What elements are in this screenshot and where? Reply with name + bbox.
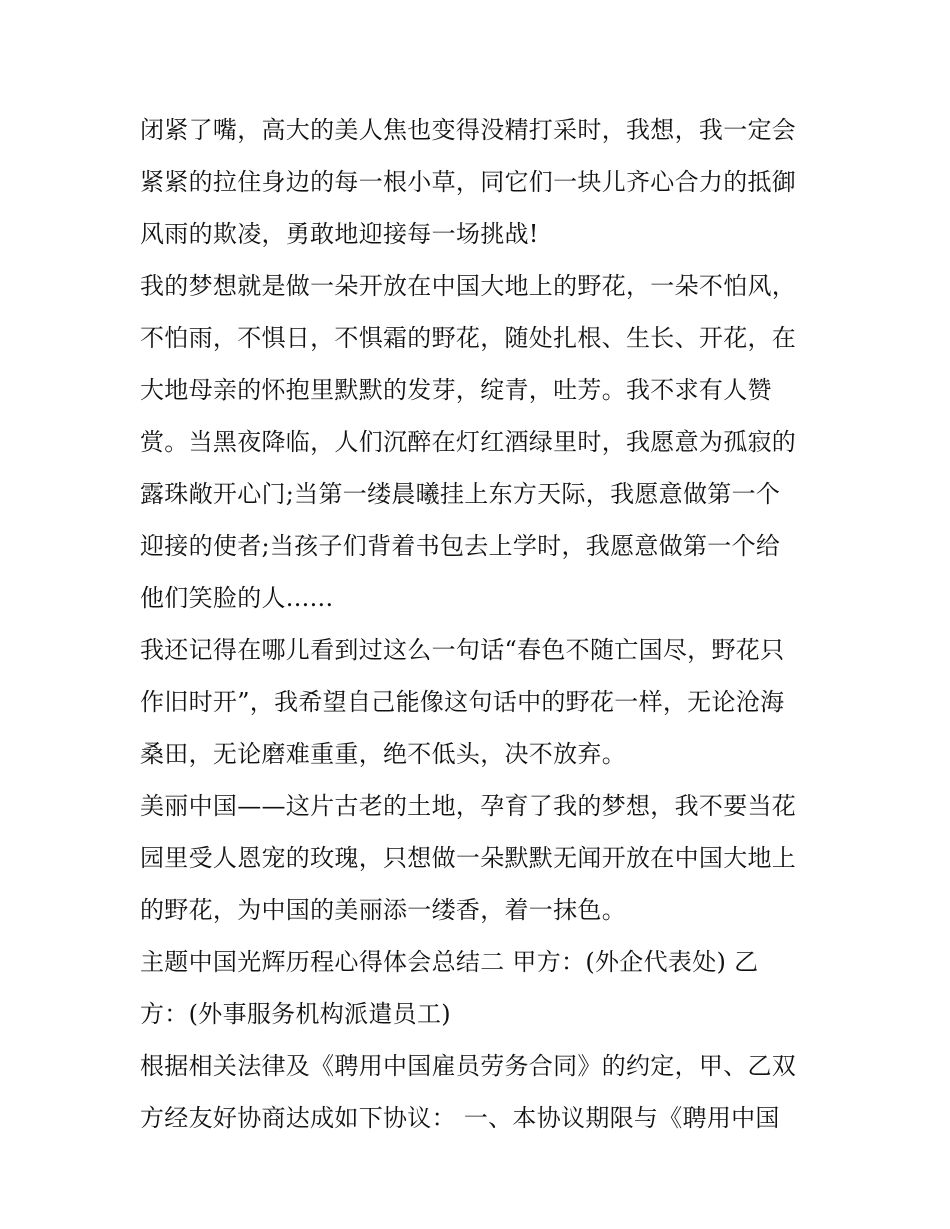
- text-line-17: 主题中国光辉历程心得体会总结二 甲方：(外企代表处) 乙: [140, 948, 759, 976]
- text-line-12: 作旧时开”，我希望自己能像这句话中的野花一样，无论沧海: [140, 688, 785, 716]
- text-line-5: 不怕雨，不惧日，不惧霜的野花，随处扎根、生长、开花，在: [140, 324, 797, 352]
- text-line-9: 迎接的使者;当孩子们背着书包去上学时，我愿意做第一个给: [140, 532, 781, 560]
- text-line-20: 方经友好协商达成如下协议： 一、本协议期限与《聘用中国: [140, 1104, 780, 1132]
- text-line-16: 的野花，为中国的美丽添一缕香，着一抹色。: [140, 896, 626, 924]
- text-line-6: 大地母亲的怀抱里默默的发芽，绽青，吐芳。我不求有人赞: [140, 376, 772, 404]
- text-line-11: 我还记得在哪儿看到过这么一句话“春色不随亡国尽，野花只: [140, 636, 785, 664]
- document-body: [140, 104, 820, 1144]
- text-line-19: 根据相关法律及《聘用中国雇员劳务合同》的约定，甲、乙双: [140, 1052, 797, 1080]
- text-line-2: 紧紧的拉住身边的每一根小草，同它们一块儿齐心合力的抵御: [140, 168, 797, 196]
- text-line-10: 他们笑脸的人......: [140, 584, 334, 612]
- text-line-14: 美丽中国——这片古老的土地，孕育了我的梦想，我不要当花: [140, 792, 797, 820]
- text-line-7: 赏。当黑夜降临，人们沉醉在灯红酒绿里时，我愿意为孤寂的: [140, 428, 797, 456]
- text-line-13: 桑田，无论磨难重重，绝不低头，决不放弃。: [140, 740, 626, 768]
- text-line-3: 风雨的欺凌，勇敢地迎接每一场挑战!: [140, 220, 539, 248]
- text-line-1: 闭紧了嘴，高大的美人焦也变得没精打采时，我想，我一定会: [140, 116, 797, 144]
- text-line-8: 露珠敞开心门;当第一缕晨曦挂上东方天际，我愿意做第一个: [140, 480, 781, 508]
- text-line-4: 我的梦想就是做一朵开放在中国大地上的野花，一朵不怕风，: [140, 272, 797, 300]
- text-line-15: 园里受人恩宠的玫瑰，只想做一朵默默无闻开放在中国大地上: [140, 844, 797, 872]
- text-line-18: 方：(外事服务机构派遣员工): [140, 1000, 451, 1028]
